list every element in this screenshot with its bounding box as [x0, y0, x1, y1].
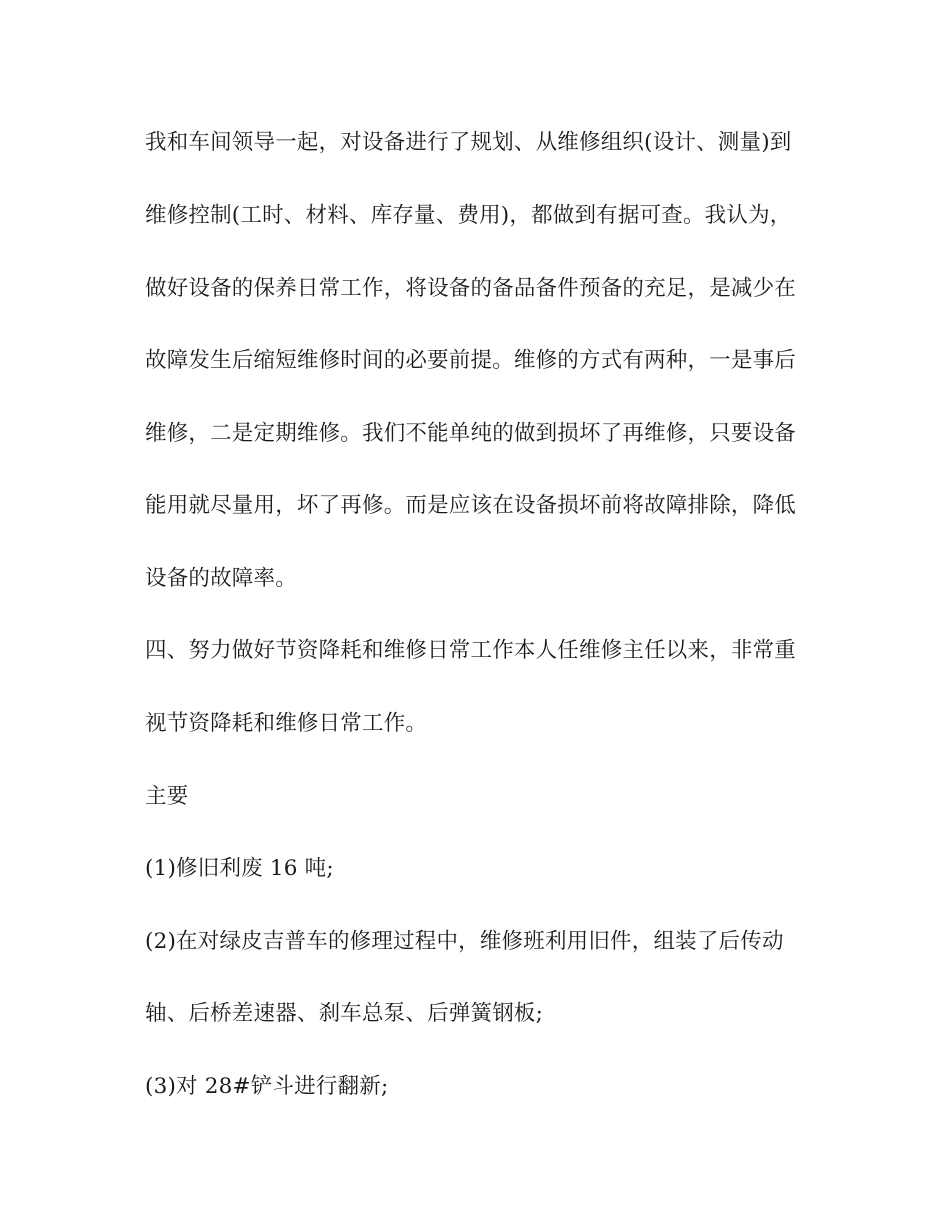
text-line: 故障发生后缩短维修时间的必要前提。维修的方式有两种，一是事后	[145, 348, 797, 373]
text-line: 视节资降耗和维修日常工作。	[145, 711, 428, 736]
text-line: 维修控制(工时、材料、库存量、费用)，都做到有据可查。我认为，	[145, 203, 792, 228]
text-line: 主要	[145, 784, 189, 809]
text-line: 维修，二是定期维修。我们不能单纯的做到损坏了再维修，只要设备	[145, 421, 797, 446]
text-line: 做好设备的保养日常工作，将设备的备品备件预备的充足，是减少在	[145, 276, 797, 301]
text-line: 轴、后桥差速器、刹车总泵、后弹簧钢板;	[145, 1001, 544, 1026]
text-line: 我和车间领导一起，对设备进行了规划、从维修组织(设计、测量)到	[145, 130, 792, 155]
text-line: 能用就尽量用，坏了再修。而是应该在设备损坏前将故障排除，降低	[145, 493, 797, 518]
text-line: 设备的故障率。	[145, 566, 297, 591]
text-line: 四、努力做好节资降耗和维修日常工作本人任维修主任以来，非常重	[145, 638, 797, 663]
text-line: (1)修旧利废 16 吨;	[145, 856, 334, 881]
text-line: (2)在对绿皮吉普车的修理过程中，维修班利用旧件，组装了后传动	[145, 929, 784, 954]
text-line: (3)对 28#铲斗进行翻新;	[145, 1074, 389, 1099]
